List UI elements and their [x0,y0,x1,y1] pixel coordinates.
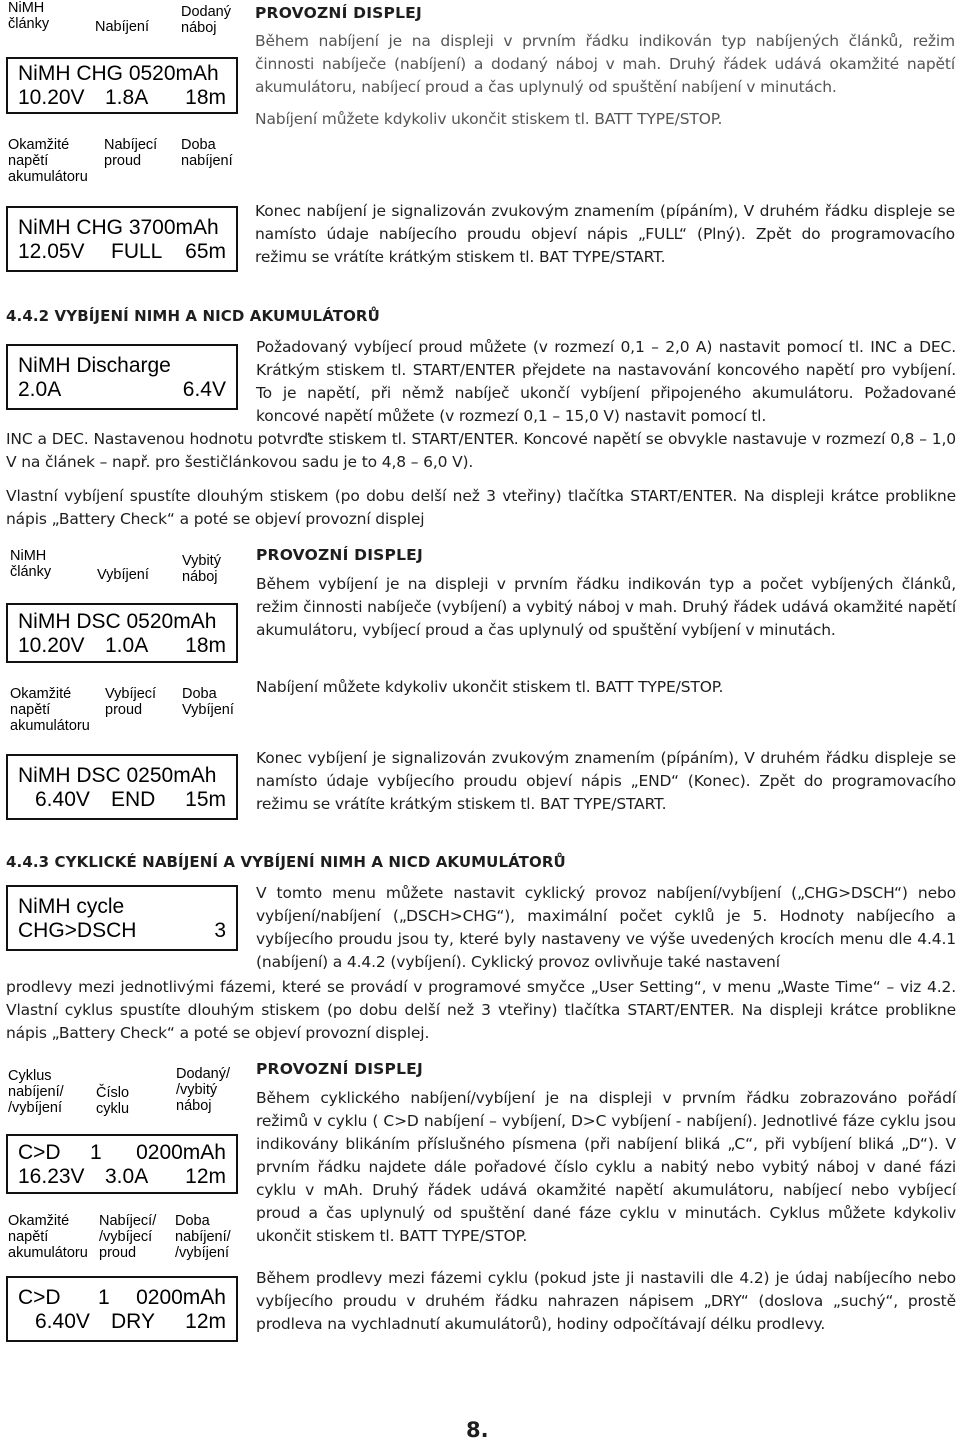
paragraph: Během vybíjení je na displeji v prvním řádku indikován typ a počet vybíjených článků, režim činnosti nabíječe (vybíjení) a vybitý náboj v mah. Druhý řádek udává okamžité napětí akumulátoru, vybíjecí proud a čas uplynulý od spuštění vybíjení v minutách. [256,575,956,639]
label-current: Nabíjecí/ /vybíjecí proud [99,1213,157,1261]
lcd-cycle-1 [6,1134,238,1194]
label-removed-charge: Vybitý náboj [182,553,221,585]
heading-operating-display: PROVOZNÍ DISPLEJ [256,1060,423,1078]
label-discharging: Vybíjení [97,567,149,583]
lcd-time: 12m [185,1310,226,1333]
lcd-cycle-number: 1 [98,1286,110,1309]
lcd-voltage: 6.4V [182,378,226,401]
paragraph: Nabíjení můžete kdykoliv ukončit stiskem tl. BATT TYPE/STOP. [256,678,724,696]
lcd-current: 3.0A [105,1165,149,1188]
lcd-current: 1.8A [105,86,149,109]
lcd-time: 12m [185,1165,226,1188]
paragraph: INC a DEC. Nastavenou hodnotu potvrďte stiskem tl. START/ENTER. Koncové napětí se obvykle nastavuje v rozmezí 0,8 – 1,0 V na článek – např. pro šestičlánkovou sadu je to 4,8 – 6,0 V). [6,430,956,471]
label-charge-current: Nabíjecí proud [104,137,158,169]
lcd-time: 65m [185,240,226,263]
lcd-line1: NiMH DSC 0250mAh [18,764,217,787]
lcd-line1: NiMH cycle [18,895,125,918]
paragraph: Vlastní vybíjení spustíte dlouhým stiskem (po dobu delší než 3 vteřiny) tlačítka START/ENTER. Na displeji krátce problikne nápis „Battery Check“ a poté se objeví provozní displej [6,487,956,528]
label-discharge-current: Vybíjecí proud [105,686,157,718]
label-delivered-charge: Dodaný náboj [181,4,231,36]
section-title: 4.4.3 CYKLICKÉ NABÍJENÍ A VYBÍJENÍ NIMH A NICD AKUMULÁTORŮ [6,853,566,871]
label-instant-voltage: Okamžité napětí akumulátoru [8,137,88,185]
paragraph: prodlevy mezi jednotlivými fázemi, které se provádí v programové smyčce „User Setting“, v menu „Waste Time“ – viz 4.2. Vlastní cyklus spustíte dlouhým stiskem (po dobu delší než 3 vteřiny) tlačítka START/ENTER. Na displeji krátce problikne nápis „Battery Check“ a poté se objeví provozní displej. [6,978,956,1042]
lcd-line1: NiMH CHG 3700mAh [18,216,219,239]
lcd-line1: NiMH DSC 0520mAh [18,610,217,633]
lcd-cycle-set [6,885,238,951]
lcd-cycle-count: 3 [214,919,226,942]
lcd-time: 15m [185,788,226,811]
lcd-voltage: 6.40V [35,788,90,811]
lcd-charge: 0200mAh [136,1141,226,1164]
lcd-discharge-2 [6,754,238,820]
label-instant-voltage: Okamžité napětí akumulátoru [10,686,90,734]
lcd-mode: C>D [18,1286,61,1309]
paragraph: Během prodlevy mezi fázemi cyklu (pokud jste ji nastavili dle 4.2) je údaj nabíjecího nebo vybíjecího proudu v druhém řádku nahrazen nápisem „DRY“ (doslova „suchý“, prostě prodleva na vychladnutí akumulátorů), hodiny odpočítávají délku prodlevy. [256,1269,956,1333]
lcd-cycle-2 [6,1276,238,1342]
paragraph: V tomto menu můžete nastavit cyklický provoz nabíjení/vybíjení („CHG>DSCH“) nebo vybíjení/nabíjení („DSCH>CHG“), maximální počet cyklů je 5. Hodnoty nabíjecího a vybíjecího proudu jsou ty, které byly nastaveny ve výše uvedených krocích menu dle 4.4.1 (nabíjení) a 4.4.2 (vybíjení). Cyklický provoz ovlivňuje také nastavení [256,884,956,971]
lcd-mode: C>D [18,1141,61,1164]
lcd-charge-1 [6,57,238,114]
label-cycle-number: Číslo cyklu [96,1085,130,1117]
label-charge-amount: Dodaný/ /vybitý náboj [176,1066,231,1114]
lcd-current: 1.0A [105,634,149,657]
lcd-line1: NiMH Discharge [18,354,171,377]
lcd-dry: DRY [111,1310,155,1333]
paragraph: Během nabíjení je na displeji v prvním řádku indikován typ nabíjených článků, režim činnosti nabíječe (nabíjení) a dodaný náboj v mah. Druhý řádek udává okamžité napětí akumulátoru, nabíjecí proud a čas uplynulý od spuštění nabíjení v minutách. [255,32,955,96]
lcd-line1: NiMH CHG 0520mAh [18,62,219,85]
paragraph: Konec nabíjení je signalizován zvukovým znamením (pípáním), V druhém řádku displeje se namísto údaje nabíjecího proudu objeví nápis „FULL“ (Plný). Zpět do programovacího režimu se vrátíte krátkým stiskem tl. BAT TYPE/START. [255,202,955,266]
lcd-voltage: 6.40V [35,1310,90,1333]
paragraph: Konec vybíjení je signalizován zvukovým znamením (pípáním), V druhém řádku displeje se namísto údaje vybíjecího proudu objeví nápis „END“ (Konec). Zpět do programovacího režimu se vrátíte krátkým stiskem tl. BAT TYPE/START. [256,749,956,813]
label-charging: Nabíjení [95,19,150,35]
lcd-time: 18m [185,86,226,109]
paragraph: Požadovaný vybíjecí proud můžete (v rozmezí 0,1 – 2,0 A) nastavit pomocí tl. INC a DEC. Krátkým stiskem tl. START/ENTER přejdete na nastavování koncového napětí pro vybíjení. To je napětí, při němž nabíječ ukončí vybíjení připojeného akumulátoru. Požadované koncové napětí můžete (v rozmezí 0,1 – 15,0 V) nastavit pomocí tl. [256,338,956,425]
lcd-voltage: 12.05V [18,240,85,263]
heading-operating-display: PROVOZNÍ DISPLEJ [255,4,422,22]
lcd-time: 18m [185,634,226,657]
lcd-mode: CHG>DSCH [18,919,137,942]
lcd-full: FULL [111,240,163,263]
label-discharge-time: Doba Vybíjení [182,686,234,718]
lcd-charge: 0200mAh [136,1286,226,1309]
paragraph: Nabíjení můžete kdykoliv ukončit stiskem tl. BATT TYPE/STOP. [255,110,723,128]
lcd-discharge-set [6,344,238,410]
lcd-voltage: 10.20V [18,86,85,109]
lcd-discharge-1 [6,603,238,663]
lcd-current: 2.0A [18,378,62,401]
lcd-voltage: 16.23V [18,1165,85,1188]
label-charge-time: Doba nabíjení [181,137,233,169]
label-nimh-cells: NiMH články [10,548,52,580]
label-instant-voltage: Okamžité napětí akumulátoru [8,1213,88,1261]
lcd-cycle-number: 1 [90,1141,102,1164]
lcd-voltage: 10.20V [18,634,85,657]
section-title: 4.4.2 VYBÍJENÍ NIMH A NICD AKUMULÁTORŮ [6,307,380,325]
label-cycle-mode: Cyklus nabíjení/ /vybíjení [8,1068,64,1116]
lcd-end: END [111,788,156,811]
lcd-charge-2 [6,206,238,272]
label-nimh-cells: NiMH články [8,0,50,32]
label-time: Doba nabíjení/ /vybíjení [175,1213,231,1261]
paragraph: Během cyklického nabíjení/vybíjení je na displeji v prvním řádku zobrazováno pořádí režimů v cyklu ( C>D nabíjení – vybíjení, D>C vybíjení - nabíjení). Jednotlivé fáze cyklu jsou indikovány blikáním příslušného písmena (při nabíjení bliká „C“, při vybíjení bliká „D“). V prvním řádku najdete dále pořadové číslo cyklu a nabitý nebo vybitý náboj v dané fázi cyklu v mAh. Druhý řádek udává okamžité napětí akumulátoru, nabíjecí nebo vybíjecí proud a čas uplynulý od spuštění dané fáze cyklu v minutách. Cyklus můžete kdykoliv ukončit stiskem tl. BATT TYPE/STOP. [256,1089,956,1245]
page-number: 8. [466,1418,489,1442]
heading-operating-display: PROVOZNÍ DISPLEJ [256,546,423,564]
